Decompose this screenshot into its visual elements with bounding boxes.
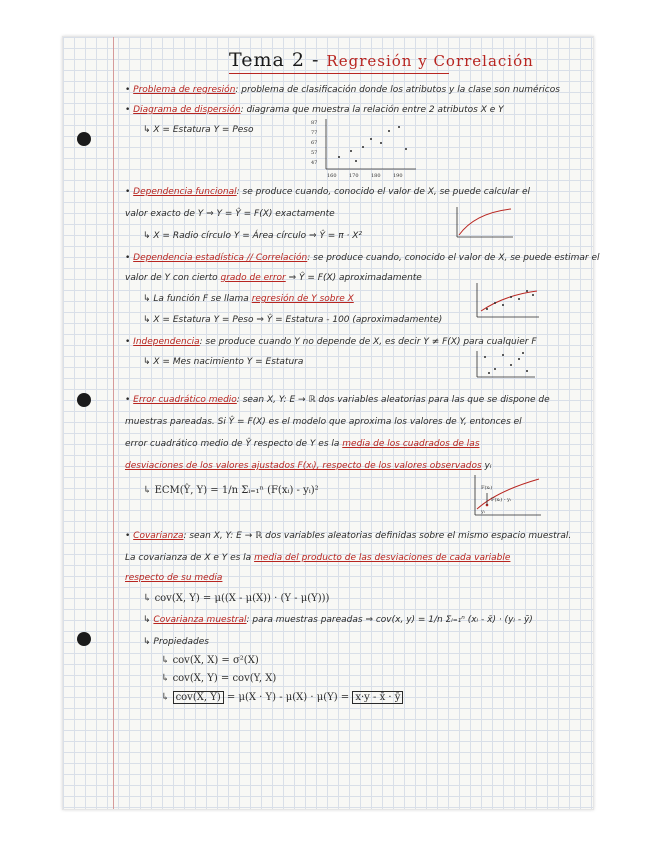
line-ecm-3 [125, 439, 480, 449]
scatter-point [350, 150, 352, 152]
scatter-point [380, 142, 382, 144]
line-indep-example: ↳ X = Mes nacimiento Y = Estatura [143, 357, 304, 367]
text-dep-est-2a: valor de Y con cierto [125, 273, 221, 283]
text-prop-label: Propiedades [153, 637, 209, 647]
x-tick-0: 160 [327, 173, 337, 179]
formula-cov: cov(X, Y) = μ((X - μ(X)) · (Y - μ(Y))) [154, 593, 330, 604]
text-diagrama-example: X = Estatura Y = Peso [153, 125, 254, 135]
line-dep-est-1: • Dependencia estadística // Correlación: se produce cuando, conocido el valor de X, se puede estimar el [125, 253, 600, 263]
line-cov-muestral: ↳ Covarianza muestral: para muestras pareadas ⇒ cov(x, y) = 1/n Σᵢ₌₁ⁿ (xᵢ - x̄) · (yᵢ - ȳ) [143, 615, 533, 625]
title-sub: Regresión y Correlación [326, 52, 534, 70]
text-prop-3b: = μ(X · Y) - μ(X) · μ(Y) = [223, 692, 353, 703]
term-cov-muestral: Covarianza muestral [153, 615, 247, 625]
line-diagrama: • Diagrama de dispersión: diagrama que muestra la relación entre 2 atributos X e Y [125, 105, 504, 115]
text-cov-2b: media del producto de las desviaciones de cada variable [254, 553, 511, 563]
text-prop-3c: x·y - x̄ · ȳ [352, 691, 403, 704]
text-ecm-3b: media de los cuadrados de las [342, 439, 480, 449]
text-dep-est-1: : se produce cuando, conocido el valor de X, se puede estimar el [307, 253, 600, 263]
line-dep-func-example: ↳ X = Radio círculo Y = Área círculo ⇒ Ŷ = π · X² [143, 231, 362, 241]
text-diagrama: : diagrama que muestra la relación entre 2 atributos X e Y [240, 105, 504, 115]
text-ecm-4a: desviaciones de los valores ajustados F(xᵢ), respecto de los [125, 461, 395, 471]
line-dep-est-f: ↳ La función F se llama regresión de Y sobre X [143, 294, 354, 304]
line-cov-3 [125, 573, 222, 583]
text-dep-est-2c: ⇒ Ŷ = F(X) aproximadamente [285, 273, 422, 283]
line-prop-3: ↳ cov(X, Y) = μ(X · Y) - μ(X) · μ(Y) = x·y - x̄ · ȳ [161, 692, 403, 703]
line-ecm-1: • Error cuadrático medio: sean X, Y: E → ℝ dos variables aleatorias para las que se dispone de [125, 395, 550, 405]
scatter-point [362, 146, 364, 148]
scatter-point [388, 130, 390, 132]
term-dep-est: Dependencia estadística // Correlación [133, 253, 308, 263]
text-cov-3: respecto de su media [125, 573, 223, 583]
line-ecm-2 [125, 417, 522, 427]
line-diagrama-example: ↳ X = Estatura Y = Peso [143, 125, 254, 135]
term-indep: Independencia [133, 337, 200, 347]
text-dep-func-1: : se produce cuando, conocido el valor de X, se puede calcular el [236, 187, 530, 197]
line-dep-func-1: • Dependencia funcional: se produce cuando, conocido el valor de X, se puede calcular el [125, 187, 530, 197]
line-ecm-formula: ↳ ECM(Ŷ, Y) = 1/n Σᵢ₌₁ⁿ (F(xᵢ) - yᵢ)² [143, 485, 319, 496]
notebook-page [62, 36, 600, 810]
line-cov-1: • Covarianza: sean X, Y: E → ℝ dos variables aleatorias definidas sobre el mismo espacio muestral. [125, 531, 572, 541]
title-main: Tema 2 [229, 49, 305, 71]
text-prop-1: cov(X, X) = σ²(X) [172, 655, 259, 666]
err-label-bracket: F(xᵢ) - yᵢ [491, 497, 511, 503]
text-dep-est-f: La función F se llama [153, 294, 252, 304]
x-tick-3: 190 [393, 173, 403, 179]
term-cov: Covarianza [133, 531, 184, 541]
scatter-sketch-independencia [475, 349, 537, 379]
line-ecm-4 [125, 461, 491, 471]
scatter-point [355, 160, 357, 162]
text-dep-est-2b: grado de error [220, 273, 286, 283]
text-ecm-4b: valores observados [394, 461, 482, 471]
scatter-point [338, 156, 340, 158]
text-problema: : problema de clasificación donde los atributos y la clase son numéricos [235, 85, 560, 95]
text-ecm-2: muestras pareadas. Si Ŷ = F(X) es el modelo que aproxima los valores de Y, entonces el [125, 417, 522, 427]
y-tick-3: 57 [311, 150, 318, 156]
line-dep-est-2 [125, 273, 422, 283]
line-dep-est-example: ↳ X = Estatura Y = Peso ⇒ Ŷ = Estatura - 100 (aproximadamente) [143, 315, 443, 325]
text-dep-est-example: X = Estatura Y = Peso ⇒ Ŷ = Estatura - 100 (aproximadamente) [153, 315, 443, 325]
line-indep: • Independencia: se produce cuando Y no depende de X, es decir Y ≠ F(X) para cualquier F [125, 337, 537, 347]
scatter-sketch-estadistica [475, 281, 541, 319]
line-prop-label: ↳ Propiedades [143, 637, 209, 647]
error-sketch [473, 473, 543, 517]
punch-hole-3 [77, 632, 91, 646]
term-problema: Problema de regresión [133, 85, 236, 95]
text-ecm-3a: error cuadrático medio de Ŷ respecto de Y es la [125, 439, 343, 449]
text-dep-func-2: valor exacto de Y ⇒ Y = Ŷ = F(X) exactamente [125, 209, 335, 219]
title-dash: - [304, 49, 327, 71]
scatter-point [398, 126, 400, 128]
y-tick-1: 77 [311, 130, 318, 136]
punch-hole-2 [77, 393, 91, 407]
punch-hole-1 [77, 132, 91, 146]
text-cov-2a: La covarianza de X e Y es la [125, 553, 255, 563]
line-prop-1: ↳ cov(X, X) = σ²(X) [161, 655, 259, 666]
err-label-bottom: yᵢ [481, 509, 485, 515]
text-cov-muestral: : para muestras pareadas ⇒ cov(x, y) = 1/n Σᵢ₌₁ⁿ (xᵢ - x̄) · (yᵢ - ȳ) [246, 615, 533, 625]
text-dep-func-example: X = Radio círculo Y = Área círculo ⇒ Ŷ = π · X² [153, 231, 362, 241]
text-dep-est-f-red: regresión de Y sobre X [251, 294, 354, 304]
formula-ecm: ECM(Ŷ, Y) = 1/n Σᵢ₌₁ⁿ (F(xᵢ) - yᵢ)² [154, 485, 319, 496]
err-label-top: F(xᵢ) [481, 485, 493, 491]
x-tick-2: 180 [371, 173, 381, 179]
page-title [229, 49, 534, 71]
text-cov-1: : sean X, Y: E → ℝ dos variables aleatorias definidas sobre el mismo espacio muestral. [183, 531, 572, 541]
text-indep: : se produce cuando Y no depende de X, es decir Y ≠ F(X) para cualquier F [199, 337, 537, 347]
y-tick-4: 47 [311, 160, 318, 166]
text-ecm-1: : sean X, Y: E → ℝ dos variables aleatorias para las que se dispone de [236, 395, 550, 405]
term-dep-func: Dependencia funcional [133, 187, 237, 197]
curve-sketch-funcional [455, 205, 515, 239]
text-prop-2: cov(X, Y) = cov(Y, X) [172, 673, 277, 684]
text-prop-3a: cov(X, Y) [173, 691, 224, 704]
text-indep-example: X = Mes nacimiento Y = Estatura [153, 357, 304, 367]
line-dep-func-2 [125, 209, 335, 219]
term-diagrama: Diagrama de dispersión [133, 105, 241, 115]
margin-line [113, 37, 114, 809]
line-cov-formula: ↳ cov(X, Y) = μ((X - μ(X)) · (Y - μ(Y))) [143, 593, 330, 604]
line-prop-2: ↳ cov(X, Y) = cov(Y, X) [161, 673, 277, 684]
x-tick-1: 170 [349, 173, 359, 179]
title-underline [229, 73, 449, 74]
scatter-sketch [311, 117, 421, 177]
y-tick-0: 87 [311, 120, 318, 126]
term-ecm: Error cuadrático medio [133, 395, 237, 405]
line-cov-2 [125, 553, 510, 563]
y-tick-2: 67 [311, 140, 318, 146]
line-problema: • Problema de regresión: problema de clasificación donde los atributos y la clase son numéricos [125, 85, 560, 95]
scatter-point [405, 148, 407, 150]
text-ecm-4c: yᵢ [481, 461, 492, 471]
scatter-point [370, 138, 372, 140]
